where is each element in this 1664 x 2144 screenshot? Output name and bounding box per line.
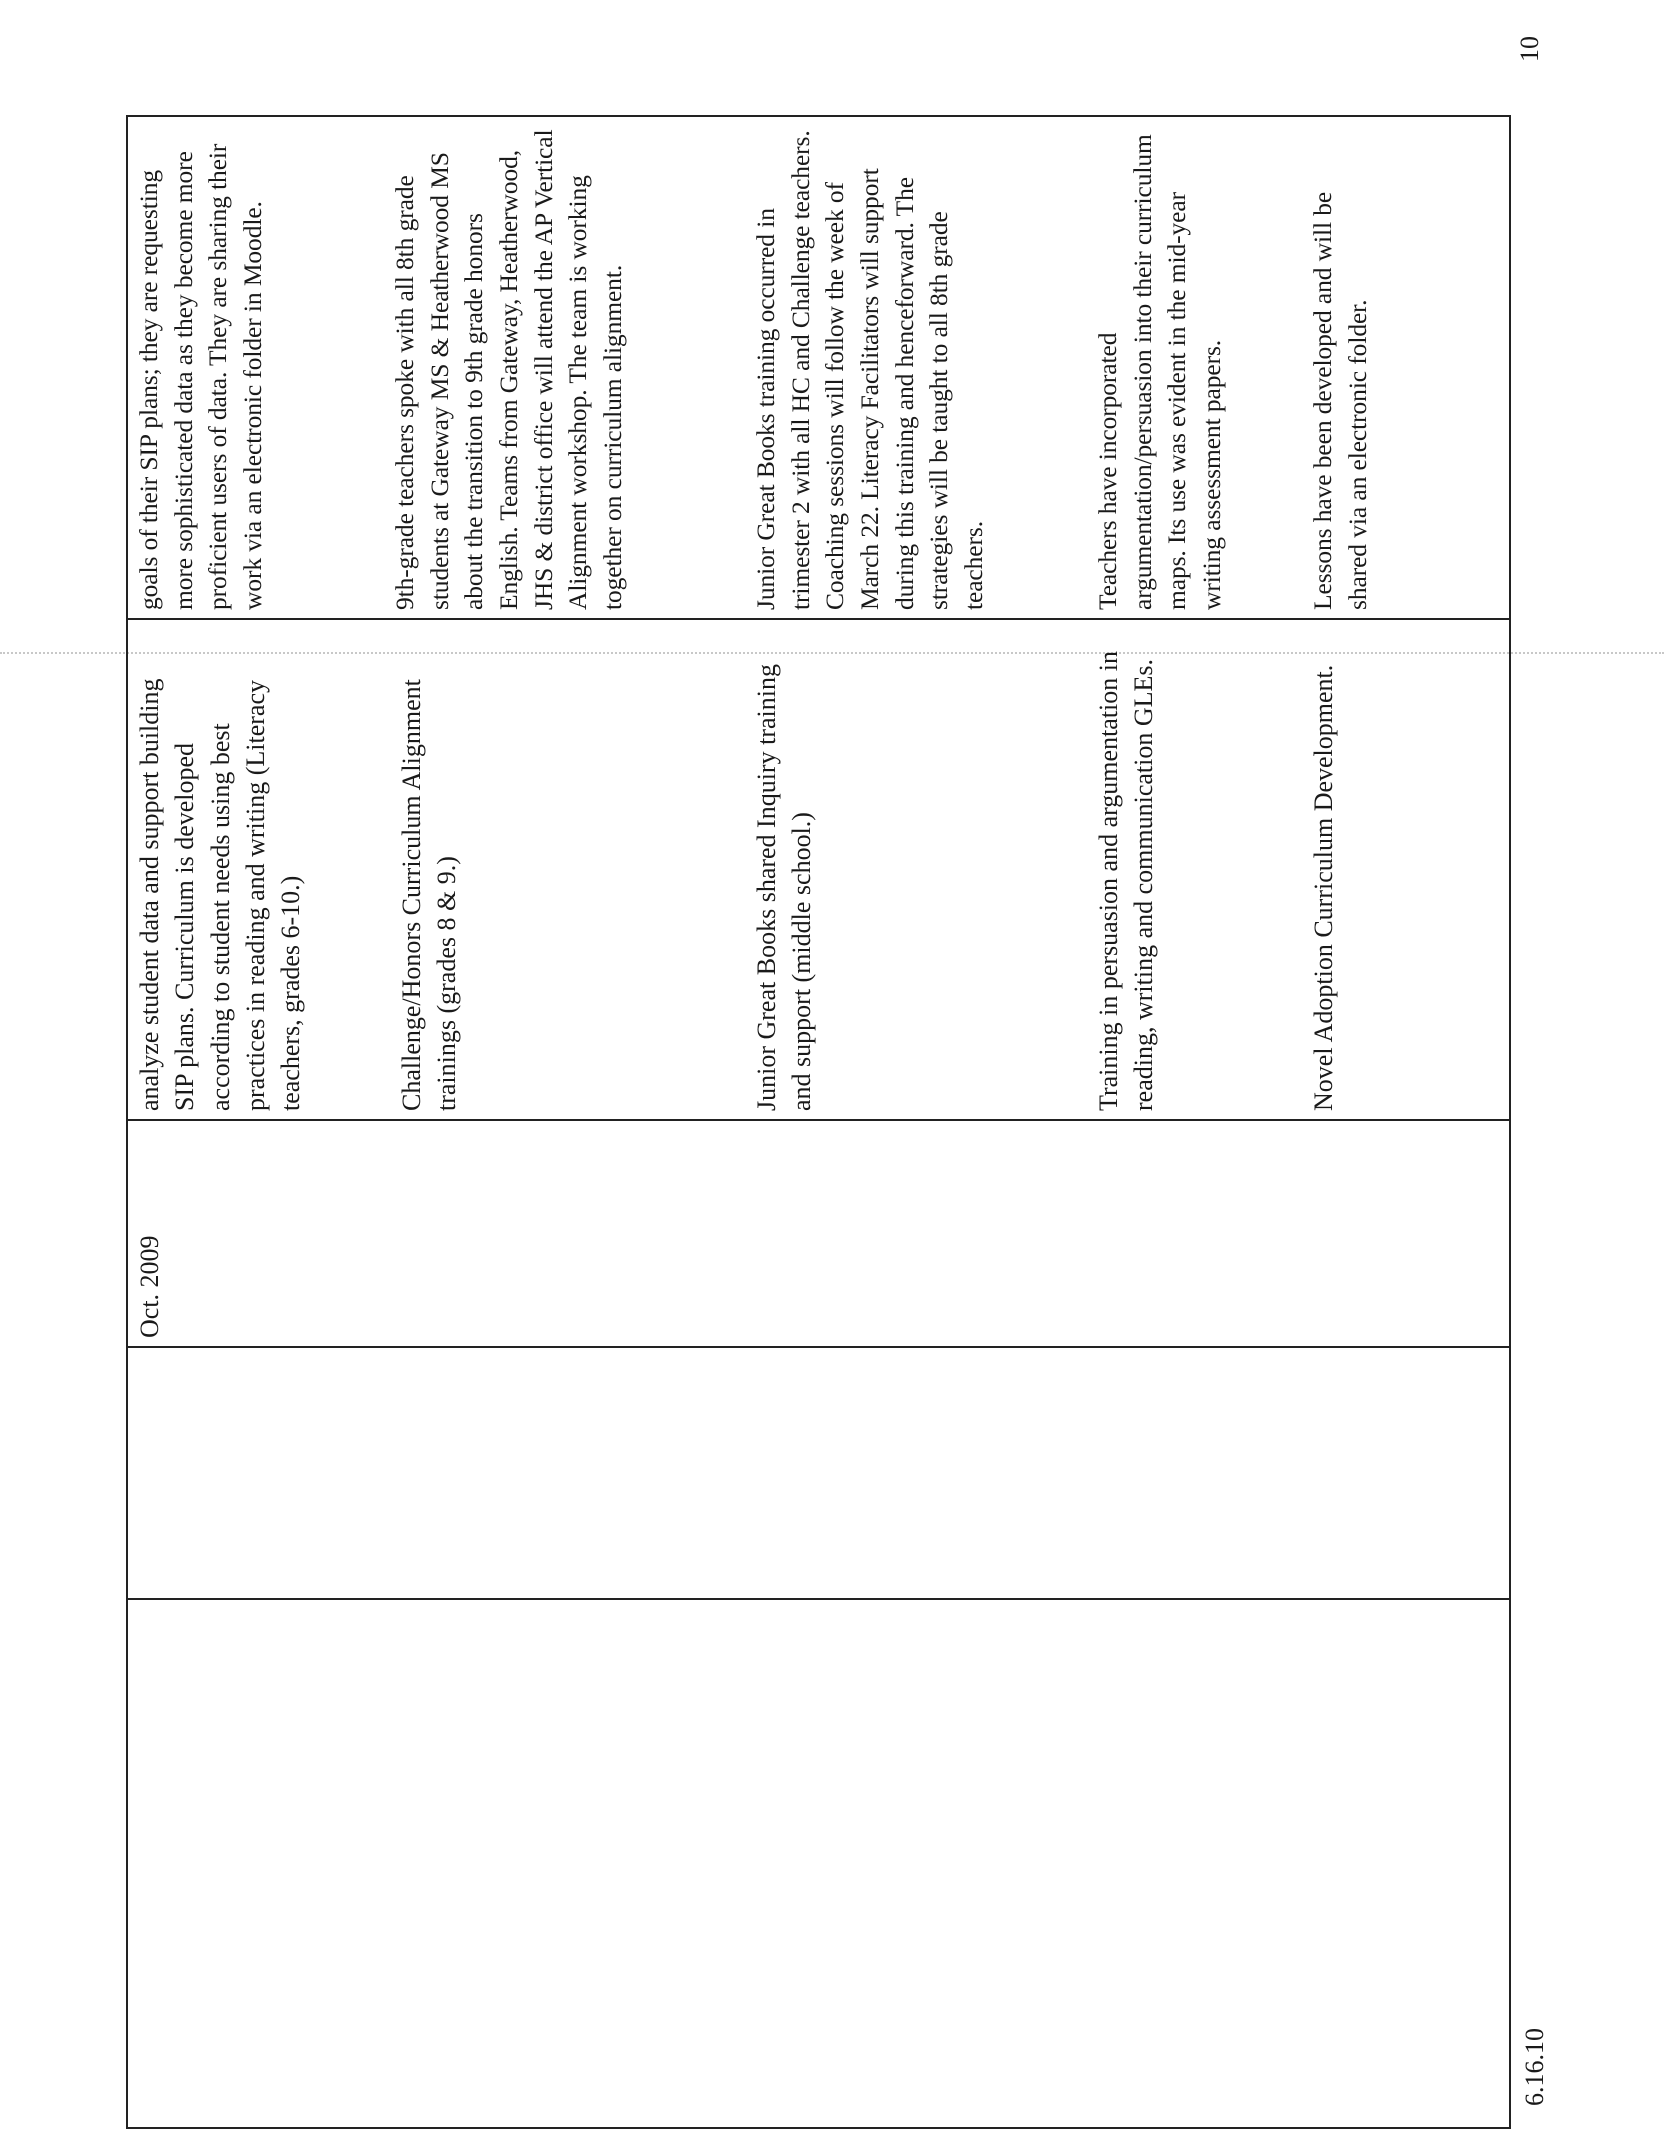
activity-text-1: analyze student data and support building SIP plans. Curriculum is developed according to student needs using best practices in reading and writing (Literacy teachers, grades 6-10.) (135, 678, 306, 1111)
activity-text-4: Training in persuasion and argumentation in reading, writing and communication GLEs. (1094, 650, 1159, 1111)
table-cell-results (128, 113, 1509, 618)
activity-text-3: Junior Great Books shared Inquiry training and support (middle school.) (752, 664, 817, 1111)
table-cell-empty-2 (128, 1346, 1509, 1598)
result-text-2: 9th-grade teachers spoke with all 8th grade students at Gateway MS & Heatherwood MS about the transition to 9th grade honors English. Teams from Gateway, Heatherwood, JHS & district office will attend the AP Vertical Alignment workshop. The team is working together on curriculum alignment. (390, 129, 628, 610)
activity-text-5: Novel Adoption Curriculum Development. (1309, 664, 1338, 1111)
plan-table (126, 115, 1511, 2129)
result-text-5: Lessons have been developed and will be shared via an electronic folder. (1308, 191, 1372, 610)
result-text-4: Teachers have incorporated argumentation/persuasion into their curriculum maps. Its use was evident in the mid-year writing assessment papers. (1093, 134, 1227, 610)
table-cell-date (128, 1119, 1509, 1346)
result-text-1: goals of their SIP plans; they are requesting more sophisticated data as they become more proficient users of data. They are sharing their work via an electronic folder in Moodle. (134, 143, 268, 610)
footer-date: 6.16.10 (1520, 2028, 1549, 2106)
result-text-3: Junior Great Books training occurred in trimester 2 with all HC and Challenge teachers. Coaching sessions will follow the week of March 22. Literacy Facilitators will support during this training and henceforward. The strategies will be taught to all 8th grade teachers. (751, 130, 989, 610)
table-cell-empty-1 (128, 1598, 1509, 2127)
activity-text-2: Challenge/Honors Curriculum Alignment trainings (grades 8 & 9.) (397, 679, 462, 1111)
page-number: 10 (1515, 36, 1544, 62)
date-text: Oct. 2009 (135, 1235, 164, 1338)
table-cell-activities (128, 618, 1509, 1119)
